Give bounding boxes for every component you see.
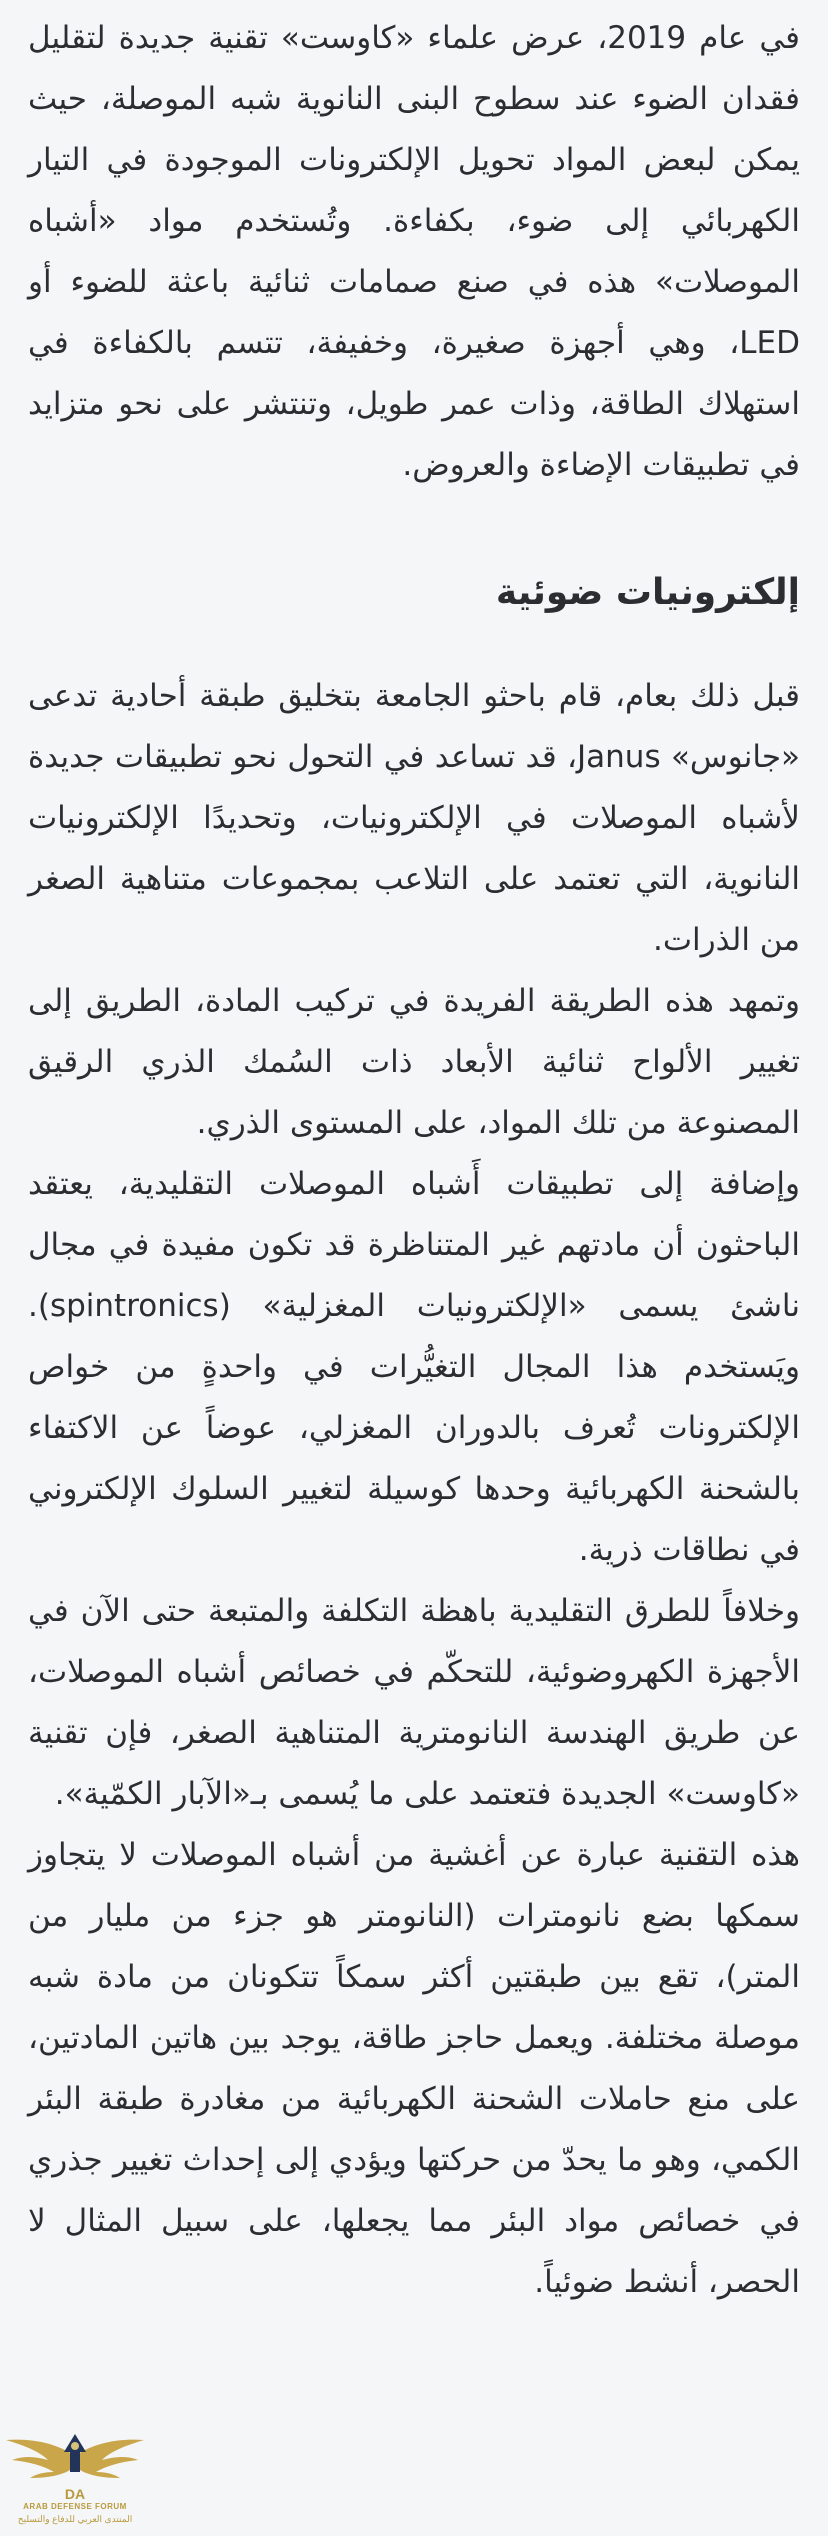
watermark-abbr: DA [64, 2486, 86, 2502]
body-paragraph-2: وتمهد هذه الطريقة الفريدة في تركيب المادة، الطريق إلى تغيير الألواح ثنائية الأبعاد ذات السُمك الذري الرقيق المصنوعة من تلك المواد، على المستوى الذري. [28, 983, 800, 1141]
body-paragraph-3: وإضافة إلى تطبيقات أَشباه الموصلات التقليدية، يعتقد الباحثون أن مادتهم غير المتناظرة قد تكون مفيدة في مجال ناشئ يسمى «الإلكترونيات المغزلية» (spintronics). ويَستخدم هذا المجال التغيُّرات في واحدةٍ من خواص الإلكترونات تُعرف بالدوران المغزلي، عوضاً عن الاكتفاء بالشحنة الكهربائية وحدها كوسيلة لتغيير السلوك الإلكتروني في نطاقات ذرية. [28, 1166, 800, 1568]
watermark-name: ARAB DEFENSE FORUM [23, 2502, 127, 2511]
intro-paragraph: في عام 2019، عرض علماء «كاوست» تقنية جديدة لتقليل فقدان الضوء عند سطوح البنى النانوية شبه الموصلة، حيث يمكن لبعض المواد تحويل الإلكترونات الموجودة في التيار الكهربائي إلى ضوء، بكفاءة. وتُستخدم مواد «أشباه الموصلات» هذه في صنع صمامات ثنائية باعثة للضوء أو LED، وهي أجهزة صغيرة، وخفيفة، تتسم بالكفاءة في استهلاك الطاقة، وذات عمر طويل، وتنتشر على نحو متزايد في تطبيقات الإضاءة والعروض. [28, 20, 800, 483]
body-paragraph-4: وخلافاً للطرق التقليدية باهظة التكلفة والمتبعة حتى الآن في الأجهزة الكهروضوئية، للتحكّم في خصائص أشباه الموصلات، عن طريق الهندسة النانومترية المتناهية الصغر، فإن تقنية «كاوست» الجديدة فتعتمد على ما يُسمى بـ«الآبار الكمّية». [28, 1593, 800, 1812]
article [28, 0, 800, 2313]
section-heading: إلكترونيات ضوئية [495, 572, 800, 613]
eagle-wings-icon [0, 2426, 150, 2488]
body-paragraph-5: هذه التقنية عبارة عن أغشية من أشباه الموصلات لا يتجاوز سمكها بضع نانومترات (النانومتر هو جزء من مليار من المتر)، تقع بين طبقتين أكثر سمكاً تتكونان من مادة شبه موصلة مختلفة. ويعمل حاجز طاقة، يوجد بين هاتين المادتين، على منع حاملات الشحنة الكهربائية من مغادرة طبقة البئر الكمي، وهو ما يحدّ من حركتها ويؤدي إلى إحداث تغيير جذري في خصائص مواد البئر مما يجعلها، على سبيل المثال لا الحصر، أنشط ضوئياً. [28, 1837, 800, 2300]
body-paragraph-1: قبل ذلك بعام، قام باحثو الجامعة بتخليق طبقة أحادية تدعى «جانوس» Janus، قد تساعد في التحول نحو تطبيقات جديدة لأشباه الموصلات في الإلكترونيات، وتحديدًا الإلكترونيات النانوية، التي تعتمد على التلاعب بمجموعات متناهية الصغر من الذرات. [28, 678, 800, 958]
forum-watermark [0, 2426, 150, 2536]
watermark-arabic: المنتدى العربي للدفاع والتسليح [17, 2514, 133, 2524]
